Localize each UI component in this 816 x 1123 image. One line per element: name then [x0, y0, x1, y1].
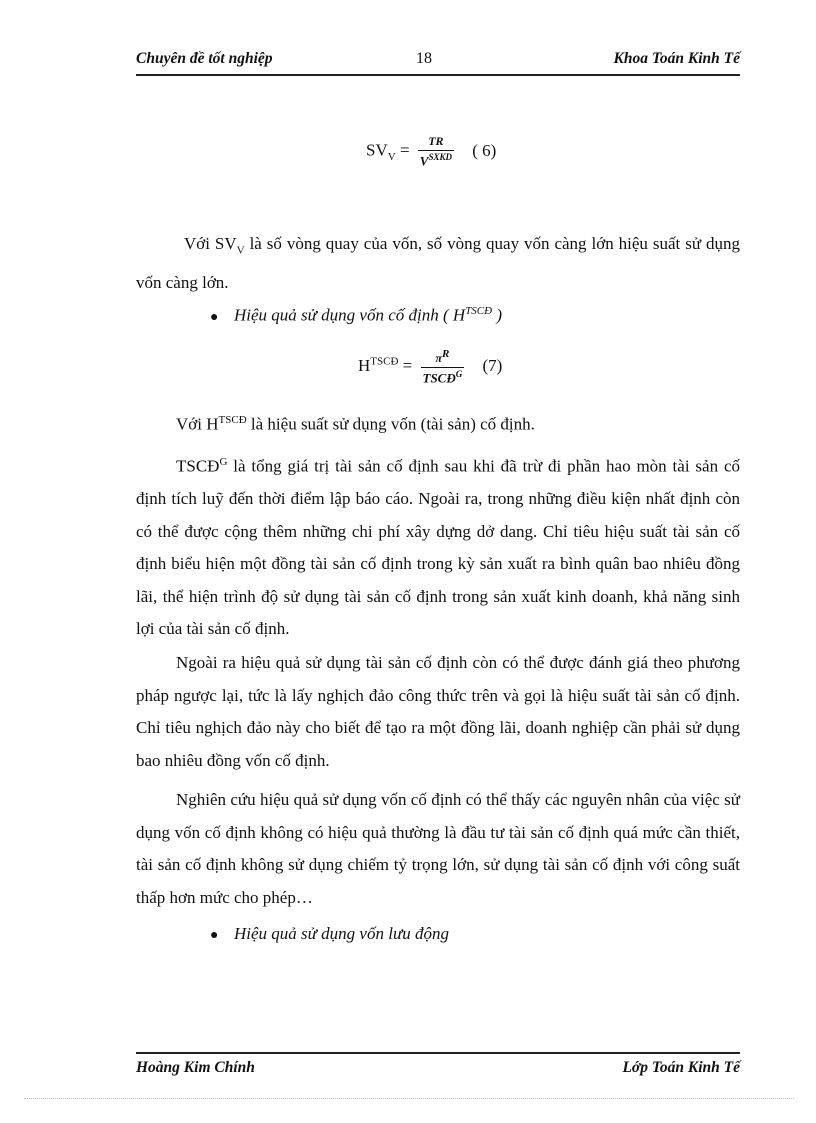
paragraph-4: Ngoài ra hiệu quả sử dụng tài sản cố định còn có thể được đánh giá theo phương pháp ngược lại, tức là lấy nghịch đảo công thức trên và gọi là hiệu suất tài sản cố định. Chỉ tiêu nghịch đảo này cho biết để tạo ra một đồng lãi, doanh nghiệp cần phải sử dụng bao nhiêu đồng vốn cố định.	[136, 653, 740, 770]
paragraph-3: $TSCĐ^G$ là tổng giá trị tài sản cố định sau khi đã trừ đi phần hao mòn tài sản cố định tích luỹ đến thời điểm lập báo cáo. Ngoài ra, trong những điều kiện nhất định còn có thể được cộng thêm những chi phí xây dựng dở dang. Chỉ tiêu hiệu suất tài sản cố định biểu hiện một đồng tài sản cố định trong kỳ sản xuất ra bình quân bao nhiêu đồng lãi, thể hiện trình độ sử dụng tài sản cố định trong sản xuất kinh doanh, khả năng sinh lợi của tài sản cố định.	[136, 456, 740, 639]
paragraph-1: Với $SV_V$ là số vòng quay của vốn, số vòng quay vốn càng lớn hiệu suất sử dụng vốn càng lớn.	[136, 234, 740, 292]
header-thesis-title: Chuyên đề tốt nghiệp	[136, 50, 273, 67]
formula-7	[358, 348, 502, 386]
footer-class: Lớp Toán Kinh Tế	[622, 1059, 740, 1076]
formula7-numerator: $\pi^R$	[421, 348, 465, 368]
formula7-lhs: H	[358, 356, 371, 376]
formula-6	[366, 134, 496, 169]
formula7-eq: =	[398, 356, 417, 376]
formula7-label: (7)	[482, 356, 503, 376]
page-bottom-dotted-rule	[24, 1098, 794, 1099]
footer-author: Hoàng Kim Chính	[136, 1059, 255, 1076]
formula6-lhs: SV	[366, 140, 388, 160]
header-faculty: Khoa Toán Kinh Tế	[613, 50, 740, 67]
formula6-lhs-sub: V	[387, 150, 396, 163]
page-number: 18	[416, 50, 432, 67]
formula7-fraction	[421, 348, 465, 386]
formula6-denominator: $V^{SXKD}$	[419, 152, 452, 169]
bullet-icon: ●	[210, 928, 219, 943]
paragraph-2: Với $H^{TSCĐ}$ là hiệu suất sử dụng vốn (tài sản) cố định.	[176, 414, 535, 434]
formula7-denominator: $TSCĐ^G$	[422, 369, 463, 386]
bullet-icon: ●	[210, 309, 219, 325]
formula6-label: ( 6)	[472, 140, 497, 160]
formula6-fraction	[418, 134, 454, 169]
formula6-eq: =	[395, 140, 414, 160]
formula6-numerator: TR	[418, 134, 454, 151]
paragraph-5: Nghiên cứu hiệu quả sử dụng vốn cố định có thể thấy các nguyên nhân của việc sử dụng vốn cố định không có hiệu quả thường là đầu tư tài sản cố định quá mức cần thiết, tài sản cố định không sử dụng chiếm tỷ trọng lớn, sử dụng tài sản cố định với công suất thấp hơn mức cho phép…	[136, 790, 740, 907]
bullet-working-capital: ● Hiệu quả sử dụng vốn lưu động	[210, 924, 449, 943]
formula6-den-sup: SXKD	[428, 152, 452, 162]
formula7-lhs-sup: TSCĐ	[370, 355, 399, 368]
page-header	[136, 48, 740, 76]
bullet-fixed-capital: ● Hiệu quả sử dụng vốn cố định ( $H^{TSCĐ}$ )	[210, 305, 503, 325]
page-footer	[136, 1052, 740, 1080]
